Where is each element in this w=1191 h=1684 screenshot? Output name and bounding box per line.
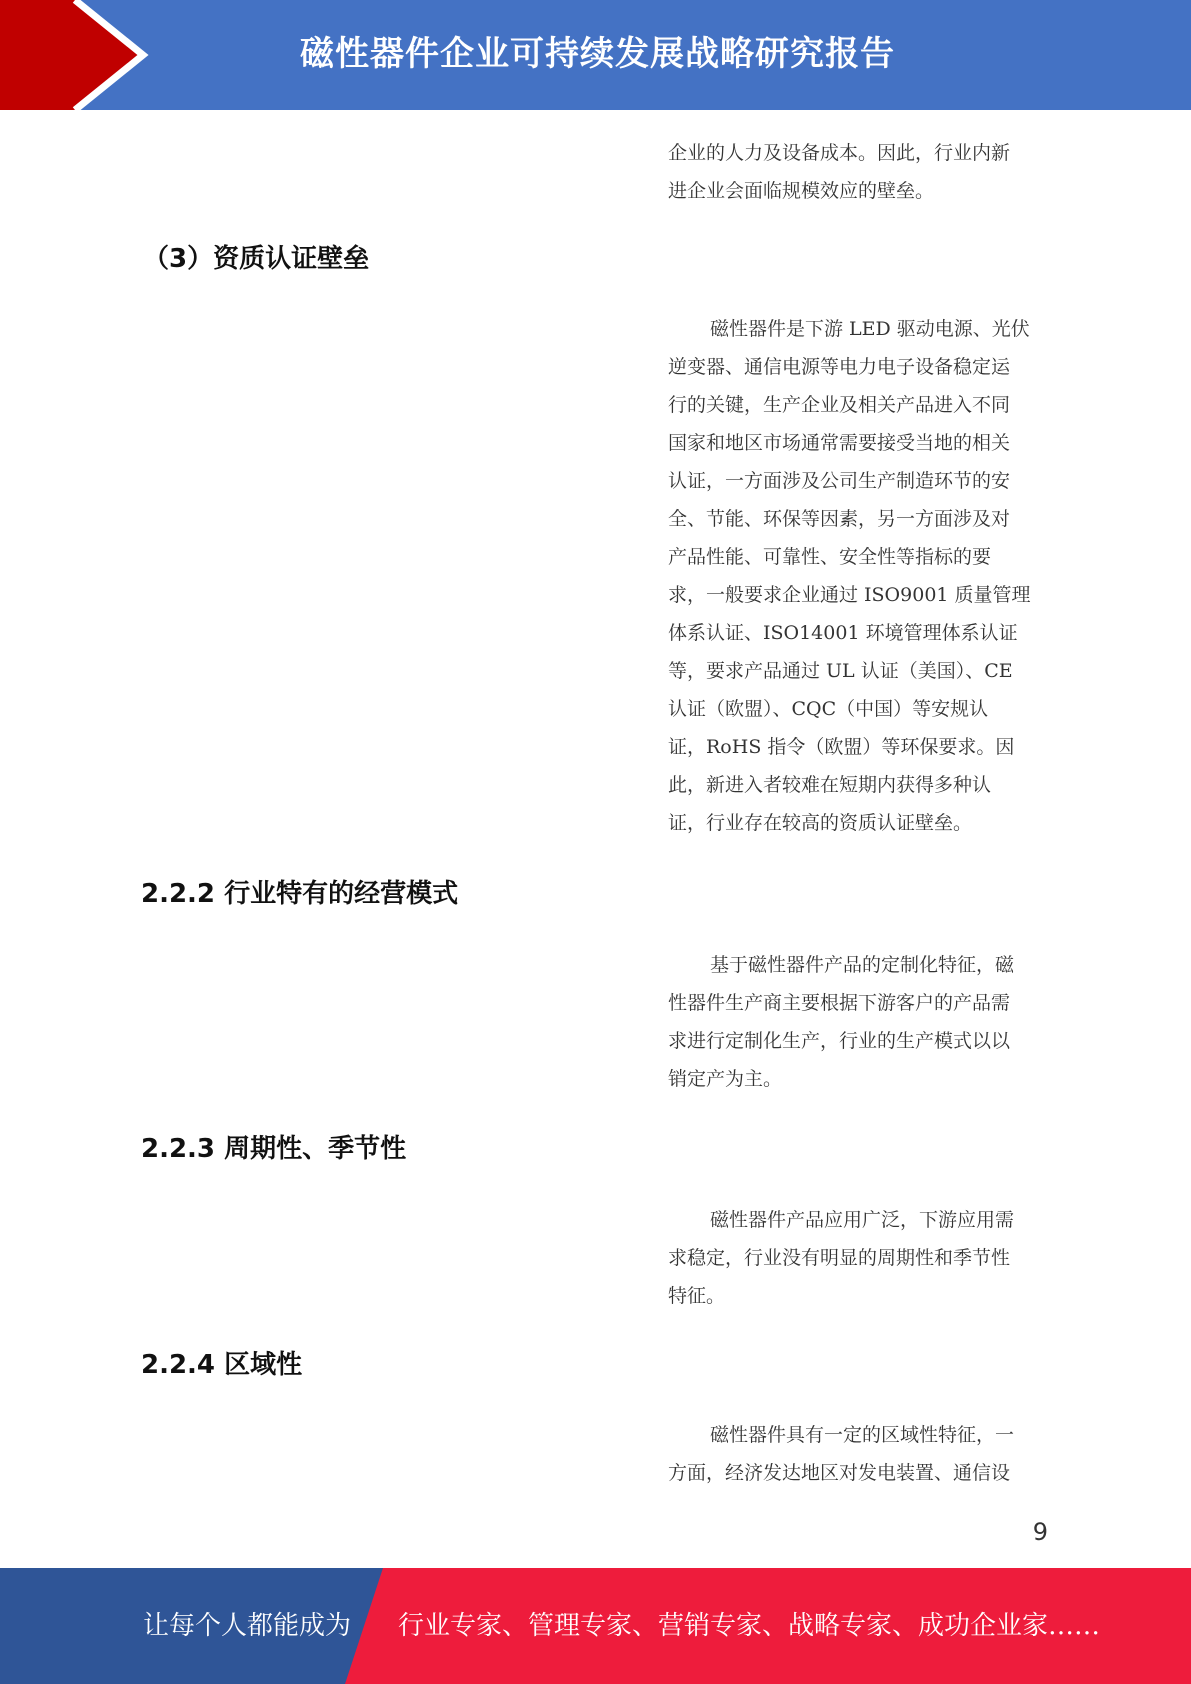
heading-regionality: 2.2.4 区域性 xyxy=(141,1350,303,1380)
page-footer xyxy=(0,1568,1191,1684)
report-title: 磁性器件企业可持续发展战略研究报告 xyxy=(300,34,895,74)
header-arrow-decoration xyxy=(0,0,160,110)
footer-slogan-left: 让每个人都能成为 xyxy=(143,1611,352,1641)
footer-slogan-right: 行业专家、管理专家、营销专家、战略专家、成功企业家…… xyxy=(398,1611,1101,1641)
page-header xyxy=(0,0,1191,110)
paragraph-scale-barrier-end: 企业的人力及设备成本。因此，行业内新 进企业会面临规模效应的壁垒。 xyxy=(668,142,1011,202)
heading-cyclicality: 2.2.3 周期性、季节性 xyxy=(141,1134,407,1164)
page-number: 9 xyxy=(1032,1518,1048,1546)
paragraph-business-model: 基于磁性器件产品的定制化特征，磁 性器件生产商主要根据下游客户的产品需 求进行定制化生产，行业的生产模式以以 销定产为主。 xyxy=(668,954,1015,1090)
paragraph-regionality: 磁性器件具有一定的区域性特征，一 方面，经济发达地区对发电装置、通信设 xyxy=(668,1424,1015,1484)
heading-qualification-barrier: （3）资质认证壁垒 xyxy=(143,244,370,274)
paragraph-qualification-barrier: 磁性器件是下游 LED 驱动电源、光伏 逆变器、通信电源等电力电子设备稳定运 行的关键，生产企业及相关产品进入不同 国家和地区市场通常需要接受当地的相关 认证，一方面涉及公司生产制造环节的安 全、节能、环保等因素，另一方面涉及对 产品性能、可靠性、安全性等指标的要 求，一般要求企业通过 ISO9001 质量管理 体系认证、ISO14001 环境管理体系认证 等，要求产品通过 UL 认证（美国）、CE 认证（欧盟）、CQC（中国）等安规认 证，RoHS 指令（欧盟）等环保要求。因 此，新进入者较难在短期内获得多种认 证，行业存在较高的资质认证壁垒。 xyxy=(668,318,1031,834)
paragraph-cyclicality: 磁性器件产品应用广泛，下游应用需 求稳定，行业没有明显的周期性和季节性 特征。 xyxy=(668,1209,1015,1307)
heading-business-model: 2.2.2 行业特有的经营模式 xyxy=(141,879,459,909)
